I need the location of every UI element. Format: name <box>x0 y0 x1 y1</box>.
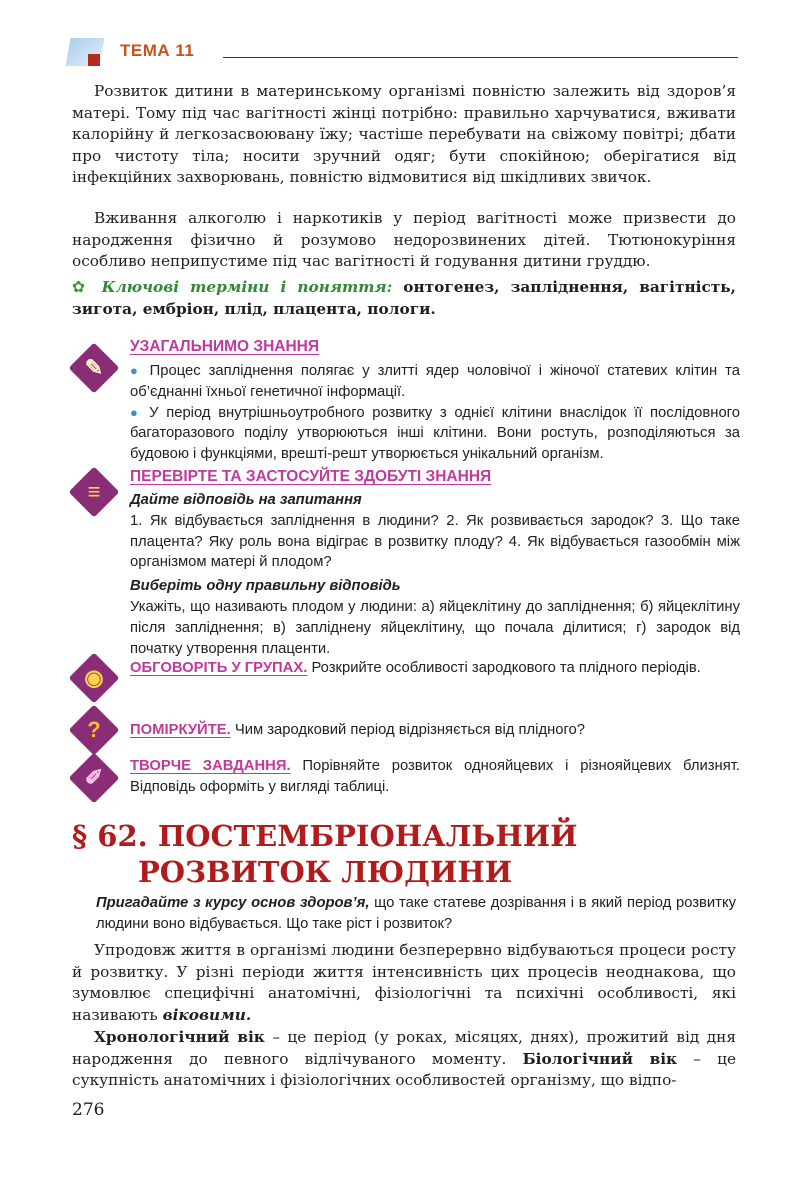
term-biological-age: Біологічний вік <box>522 1049 678 1068</box>
apply-section <box>70 466 740 657</box>
paragraph-title <box>72 818 732 890</box>
generalize-title: УЗАГАЛЬНИМО ЗНАННЯ <box>130 338 319 355</box>
discuss-title: ОБГОВОРІТЬ У ГРУПАХ. <box>130 660 308 676</box>
key-terms-label: Ключові терміни і поняття: <box>101 278 393 296</box>
key-terms <box>72 276 736 320</box>
intro-paragraph-2: Вживання алкоголю і наркотиків у період вагітності може призвести до народження фізично й розумово недорозвинених дітей. Тютюнокуріння особливо неприпустиме під час вагітності й годування дитини груддю. <box>72 209 736 271</box>
body-paragraph-1: Упродовж життя в організмі людини безперервно відбуваються процеси росту й розвитку. У різні періоди життя інтенсивність цих процесів неоднакова, що зумовлює специфічні анатомічні, фізіологічні та психічні особливості, які називають віковими. <box>72 941 736 1024</box>
choice-text: Укажіть, що називають плодом у людини: а) яйцеклітину до запліднення; б) яйцеклітину після запліднення; в) заплiднену яйцеклітину, що почала ділитися; г) зародок від початку утворення плаценти. <box>130 598 740 657</box>
creative-section <box>70 754 740 804</box>
header-square <box>88 54 100 66</box>
recall-lead: Пригадайте з курсу основ здоров’я, <box>96 895 370 911</box>
generalize-section <box>70 336 740 461</box>
paragraph-number: § 62. <box>72 819 148 853</box>
creative-body <box>130 756 740 798</box>
page-number: 276 <box>72 1100 105 1120</box>
apply-title: ПЕРЕВІРТЕ ТА ЗАСТОСУЙТЕ ЗДОБУТІ ЗНАННЯ <box>130 468 492 485</box>
bullet-icon: ● <box>130 404 142 420</box>
notebook-icon: ✎ <box>70 344 118 392</box>
group-discussion-icon: ◉ <box>70 654 118 702</box>
questions-text: 1. Як відбувається запліднення в людини? 2. Як розвивається зародок? 3. Що таке плацента? Яку роль вона відіграє в розвитку плоду? 4. Як відбувається газообмін між організмом матері й плодом? <box>130 512 740 571</box>
think-body <box>130 720 740 741</box>
think-title: ПОМІРКУЙТЕ. <box>130 722 231 738</box>
think-text: Чим зародковий період відрізняється від плідного? <box>230 722 586 738</box>
creative-text: Порівняйте розвиток однояйцевих і різнояйцевих близнят. Відповідь оформіть у вигляді таблиці. <box>130 758 740 795</box>
body-paragraph-2: Хронологічний вік – це період (у роках, місяцях, днях), прожитий від дня народження до певного відлічуваного моменту. Біологічний вік – це сукупність анатомічних і фізіологічних особливостей організму, що відпо- <box>72 1028 737 1090</box>
term-chronological-age: Хронологічний вік <box>94 1028 265 1046</box>
discuss-text: Розкрийте особливості зародкового та плідного періодів. <box>307 660 701 676</box>
choice-heading: Виберіть одну правильну відповідь <box>130 578 401 595</box>
think-section <box>70 706 740 756</box>
page-header <box>68 32 738 72</box>
generalize-bullet-2: ● У період внутрішньоутробного розвитку з однієї клітини внаслідок її послідовного багаторазового поділу утворюються інші клітини. Вони ростуть, розподіляються за будовою і функціями, врешті-решт утворюється унікальний організм. <box>130 404 740 463</box>
paragraph-title-line-1: ПОСТЕМБРІОНАЛЬНИЙ <box>157 819 578 853</box>
intro-paragraph-1: Розвиток дитини в материнському організмі повністю залежить від здоров’я матері. Тому під час вагітності жінці потрібно: правильно харчуватися, вживати калорійну й легкозасвоювану їжу; частіше перебувати на свіжому повітрі; дбати про чистоту тіла; носити зручний одяг; бути спокійною; оберігатися від інфекційних захворювань, повністю відмовитися від шкідливих звичок. <box>72 82 736 187</box>
generalize-bullet-1: ● Процес запліднення полягає у злитті ядер чоловічої і жіночої статевих клітин та об’єднанні їхньої генетичної інформації. <box>130 363 740 400</box>
apply-body <box>130 490 740 659</box>
discuss-section <box>70 654 740 704</box>
key-terms-list: онтогенез, запліднення, вагітність, зигота, ембріон, плід, плацента, пологи. <box>72 278 736 318</box>
question-mark-icon: ? <box>70 706 118 754</box>
header-rule <box>223 57 738 58</box>
questions-heading: Дайте відповідь на запитання <box>130 492 362 508</box>
generalize-body <box>130 361 740 465</box>
flower-icon: ✿ <box>72 278 91 296</box>
pencil-icon: ✐ <box>70 754 118 802</box>
bullet-icon: ● <box>130 363 142 378</box>
creative-title: ТВОРЧЕ ЗАВДАННЯ. <box>130 758 291 774</box>
recall-text: що таке статеве дозрівання і в який період розвитку людини воно відбувається. Що таке ріст і розвиток? <box>96 895 736 932</box>
books-icon: ≡ <box>70 468 118 516</box>
paragraph-title-line-2: РОЗВИТОК ЛЮДИНИ <box>138 855 513 889</box>
theme-label: ТЕМА 11 <box>120 41 195 60</box>
recall-block <box>96 893 736 935</box>
discuss-body <box>130 658 740 679</box>
